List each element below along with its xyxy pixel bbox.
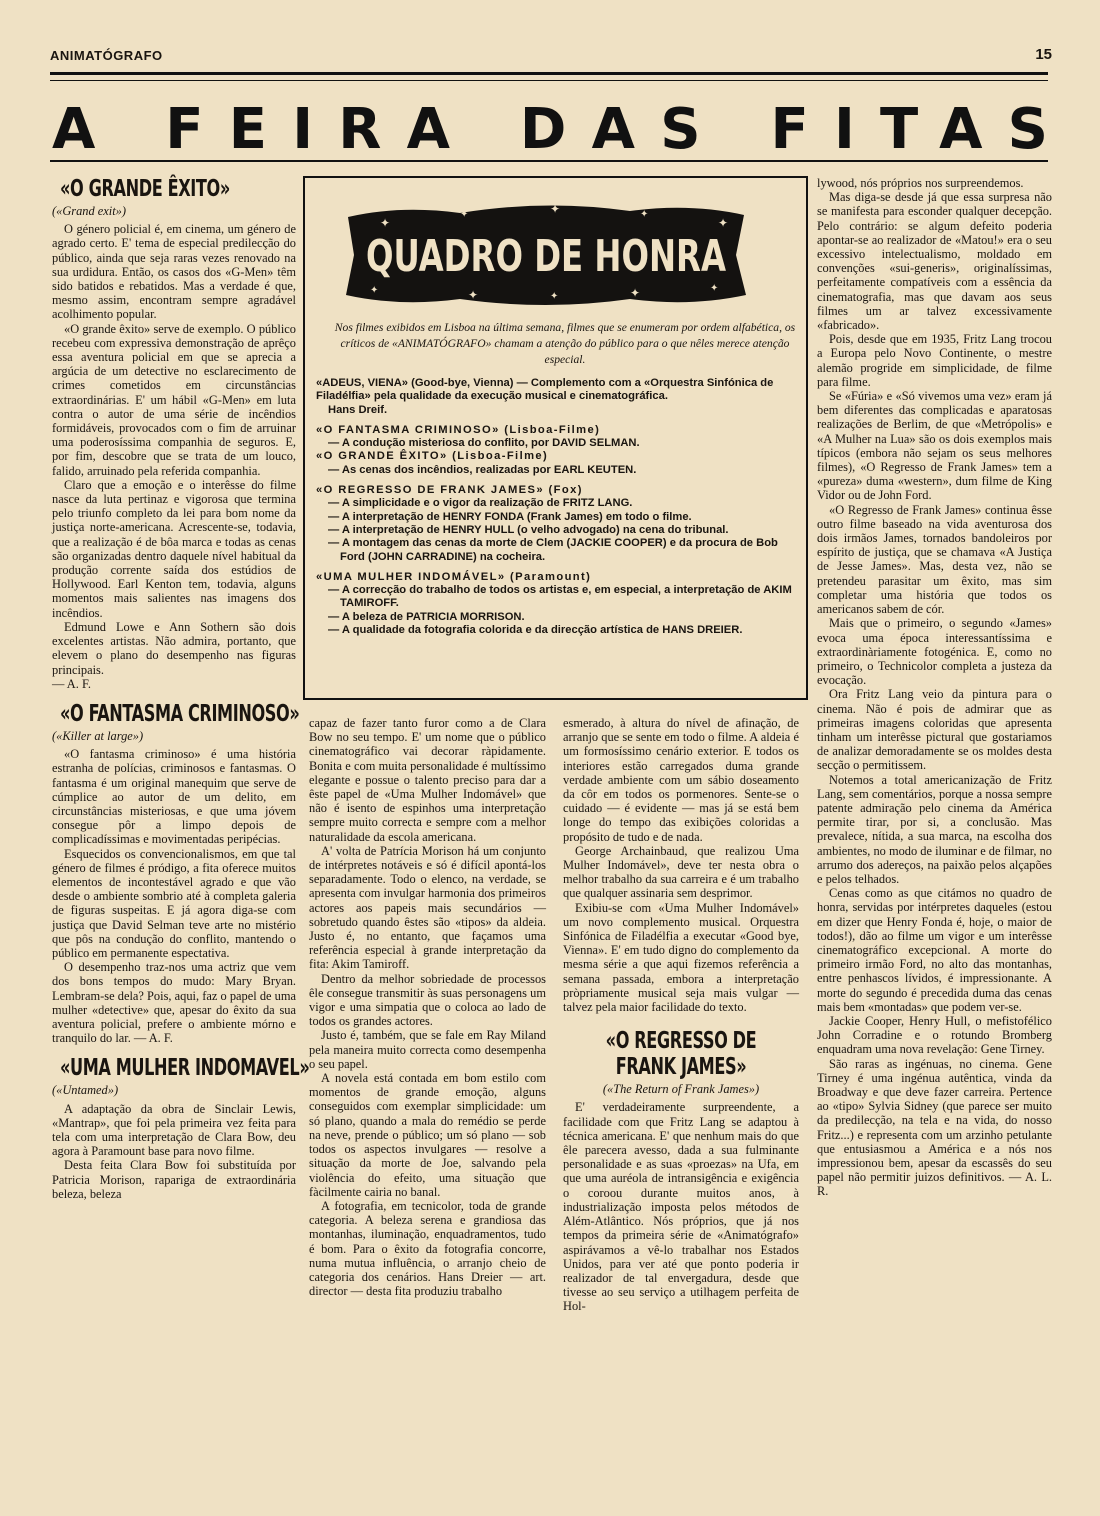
paragraph: Justo é, também, que se fale em Ray Miland pela maneira muito correcta como desempenha o seu papel. (309, 1028, 546, 1071)
masthead: ANIMATÓGRAFO (50, 48, 163, 63)
svg-text:✦: ✦ (370, 285, 379, 296)
svg-text:✦: ✦ (460, 209, 469, 220)
entry-item: — As cenas dos incêndios, realizadas por EARL KEUTEN. (328, 463, 637, 476)
paragraph: lywood, nós próprios nos surpreendemos. (817, 176, 1024, 190)
svg-text:✦: ✦ (380, 216, 391, 230)
paragraph: O género policial é, em cinema, um género de agrado certo. E' tema de especial predilecção do público, ainda que seja raras vezes renovado na sua urdidura. Então, os casos dos «G-Men» têm sido batidos e rebatidos. Mas a verdade é que, mesmo assim, encontram sempre agradável acolhimento popular. (52, 222, 296, 322)
paragraph: Ora Fritz Lang veio da pintura para o cinema. Não é pois de admirar que as primeiras imagens coloridas que apresenta tinham um interêsse pictural que gostariamos de analizar demoradamente se os moldes desta secção o permitissem. (817, 687, 1052, 773)
paragraph: capaz de fazer tanto furor como a de Clara Bow no seu tempo. E' um nome que o público cinematográfico vai decorar ràpidamente. Bonita e com muita personalidade é multíssimo elegante e possue o talento preciso para dar a êste papel de «Uma Mulher Indomável» que não é isento de espinhos uma interpretação sempre muito correcta e sempre com a melhor naturalidade da escola americana. (309, 716, 546, 844)
svg-text:✦: ✦ (550, 202, 561, 216)
quadro-entry (316, 377, 796, 417)
paragraph: «O grande êxito» serve de exemplo. O público recebeu com expressiva demonstração de aprêço essa aventura policial em que se aprecia a argúcia de um detective no esclarecimento de crimes cometidos em circunstâncias extraordinárias. E' um hábil «G-Men» em luta contra o autor de uma série de incêndios formidáveis, provocados com o fim de arruinar uma poderosíssima companhia de seguros. E, por fim, descobre que se trata de um louco, falido, arruinado pela referida companhia. (52, 321, 296, 478)
quadro-list (316, 377, 796, 644)
paragraph: São raras as ingénuas, no cinema. Gene Tirney é uma ingénua autêntica, vinda da Broadway e que deve fazer carreira. Pertence ao «tipo» Sylvia Sidney (que parece ser muito da predilecção, na tela e na vida, do nosso Fritz...) e representa com um arzinho petulante que entusiasmou a América e a nós nos impressionou bem, apesar da escassês do seu papel não permitir juizos definitivos. — A. L. R. (817, 1056, 1052, 1199)
entry-item: — A correcção do trabalho de todos os artistas e, em especial, a interpretação de AKIM TAMIROFF. (328, 584, 792, 610)
paragraph: George Archainbaud, que realizou Uma Mulher Indomável», deve ter nesta obra o melhor trabalho da sua carreira e é um trabalho que qualquer assinaria sem desprimor. (563, 843, 799, 901)
original-title: («Grand exit») (52, 204, 126, 218)
entry-item: — A montagem das cenas da morte de Clem (JACKIE COOPER) e da procura de Bob Ford (JOHN CARRADINE) na cocheira. (328, 537, 778, 563)
paragraph: Dentro da melhor sobriedade de processos êle consegue transmitir às suas personagens um vigor e uma simpatia que o coloca ao lado de todos os grandes actores. (309, 971, 546, 1029)
paragraph: Se «Fúria» e «Só vivemos uma vez» eram já bem diferentes das complicadas e aparatosas realizações de Berlim, de que «Metrópolis» e «A Mulher na Lua» são os dois exemplos mais típicos (embora não sejam os seus melhores filmes), «O Regresso de Frank James» tem a «pureza» duma «western», dum filme de King Vidor ou de John Ford. (817, 389, 1052, 503)
top-rule (50, 72, 1048, 75)
review-title-grande-exito: «O GRANDE ÊXITO» (60, 176, 230, 202)
paragraph: Jackie Cooper, Henry Hull, o mefistofélico John Corradine e o rotundo Bromberg enquadram uma nova revelação: Gene Tirney. (817, 1013, 1052, 1057)
quadro-entry (316, 450, 796, 477)
paragraph: A fotografia, em tecnicolor, toda de grande categoria. A beleza serena e grandiosa das montanhas, iluminação, enquadramentos, tudo é bom. Para o êxito da fotografia concorre, numa mutua influência, o arranjo cheio de categoria dos cenários. Hans Dreier — art. director — desta fita produziu trabalho (309, 1198, 546, 1299)
paragraph: Edmund Lowe e Ann Sothern são dois excelentes artistas. Não admira, portanto, que elevem o plano do desempenho nas figuras principais. (52, 619, 296, 677)
paragraph: Cenas como as que citámos no quadro de honra, servidas por intérpretes daqueles (estou em dizer que Henry Fonda é, hoje, o maior de todos!), dão ao filme um vigor e um interêsse cinematográfico excepcional. A morte do primeiro irmão Ford, no alto das montanhas, entre penhascos lívidos, é impressionante. A morte do segundo é precedida duma das cenas mais bem «montadas» que podem ver-se. (817, 886, 1052, 1014)
quadro-entry (316, 424, 796, 451)
section-title (50, 90, 1050, 162)
paragraph: A novela está contada em bom estilo com momentos de grande emoção, alguns conseguidos com exemplar simplicidade: um só plano, quando a mala do remédio se perde na neve, prende o público; um só plano — sob todos os aspectos invulgares — resolve a situação da morte de Joe, salvando pela violência do efeito, uma situação que fàcilmente cairia no banal. (309, 1071, 546, 1199)
entry-item: — A interpretação de HENRY HULL (o velho advogado) na cena do tribunal. (328, 523, 729, 536)
original-title: («Untamed») (52, 1083, 119, 1098)
column-4 (817, 176, 1052, 1199)
original-title: («Killer at large») (52, 728, 144, 743)
svg-text:✦: ✦ (630, 286, 641, 300)
paragraph: O desempenho traz-nos uma actriz que vem dos bons tempos do mudo: Mary Bryan. Lembram-se dela? Pois, aqui, faz o papel de uma mulher «detective» que, apesar do êxito da sua aventura policial, prefere o ambiente mórno e tranquilo do lar. — A. F. (52, 960, 296, 1046)
title-rule (50, 160, 1048, 162)
entry-item: — A interpretação de HENRY FONDA (Frank James) em todo o filme. (328, 510, 692, 523)
entry-credit: Hans Dreif. (328, 403, 388, 416)
entry-title: «UMA MULHER INDOMÁVEL» (Paramount) (316, 570, 592, 583)
paragraph: Esquecidos os convencionalismos, em que tal género de filmes é pródigo, a fita oferece muitos elementos de incontestável agrado e que vão desde o ambiente sombrio até à completa galeria de figuras suspeitas. E já agora diga-se com justiça que David Selman teve arte no mistério que pôs na condução do conflito, mantendo o público em permanente espectativa. (52, 846, 296, 960)
paragraph: Claro que a emoção e o interêsse do filme nasce da luta pertinaz e vigorosa que termina pelo triunfo completo da lei para bom nome da justiça norte-americana. Acrescente-se, todavia, que a realização é de bôa marca e todas as cenas são organizadas dentro daquele nível habitual da produção corrente saída dos estúdios de Hollywood. Earl Kenton tem, todavia, alguns momentos mais salientes nas imagens dos incêndios. (52, 477, 296, 620)
paragraph: Exibiu-se com «Uma Mulher Indomável» um novo complemento musical. Orquestra Sinfónica de Filadélfia a executar «Good bye, Vienna». E' em tudo digno do complemento da mesma série a que aqui fizemos referência a semana passada, embora a interpretação pròpriamente musical seja mais vulgar — talvez pela maior facilidade do texto. (563, 900, 799, 1015)
paragraph: Notemos a total americanização de Fritz Lang, sem comentários, porque a nossa sempre patente admiração pelo cinema da América permite tirar, por si, a conclusão. Mas prevalece, nítida, a sua marca, na escolha dos ambientes, no modo de iluminar e de filmar, no arrumo dos adereços, na paixão pelos alçapões e pelos telhados. (817, 772, 1052, 886)
review-title-fantasma: «O FANTASMA CRIMINOSO» (60, 700, 300, 727)
paragraph: A' volta de Patrícia Morison há um conjunto de intérpretes notáveis e só é difícil apontá-los separadamente. Todo o elenco, na verdade, se apresenta com invulgar harmonia dos primeiros actores aos papeis mais secundários — sobretudo quando êstes são «tipos» da aldeia. Justo é, no entanto, que façamos uma referência especial à grande interpretação da fita: Akim Tamiroff. (309, 843, 546, 972)
signature: — A. F. (52, 676, 91, 691)
quadro-de-honra-banner (340, 195, 752, 313)
paragraph: esmerado, à altura do nível de afinação, de arranjo que se sente em todo o filme. A aldeia é um formosíssimo cenário exterior. E todos os interiores estão carregados duma grande verdade ambiente com um sábio doseamento da côr em todos os pormenores. Sente-se o cuidado — é evidente — mas já se está bem longe do tempo das exibições coloridas a propósito de tudo e de nada. (563, 716, 799, 844)
paragraph: «O fantasma criminoso» é uma história estranha de polícias, criminosos e fantasmas. O fantasma é um original manequim que serve de cúmplice ao autor de um delito, em circunstâncias misteriosas, e que uma jóvem consegue pôr a limpo depois de complicadíssimas e movimentadas peripécias. (52, 747, 296, 847)
column-1 (52, 176, 310, 1201)
quadro-intro: Nos filmes exibidos em Lisboa na última semana, filmes que se enumeram por ordem alfabética, os críticos de «ANIMATÓGRAFO» chamam a atenção do público para o que nêles merece atenção especial. (334, 321, 796, 366)
entry-title: «O GRANDE ÊXITO» (Lisboa-Filme) (316, 450, 549, 463)
entry-title: «ADEUS, VIENA» (Good-bye, Vienna) — Complemento com a «Orquestra Sinfónica de Filadélfia» pela qualidade da execução musical e cinematográfica. (316, 377, 774, 403)
entry-item: — A qualidade da fotografia colorida e da direcção artística de HANS DREIER. (328, 624, 743, 637)
paragraph: Desta feita Clara Bow foi substituída por Patricia Morison, rapariga de extraordinária beleza, beleza (52, 1158, 296, 1201)
entry-item: — A condução misteriosa do conflito, por DAVID SELMAN. (328, 437, 640, 450)
svg-text:✦: ✦ (718, 216, 729, 230)
review-header-regresso (563, 1028, 799, 1096)
section-title-text: A FEIRA DAS FITAS (52, 97, 1048, 162)
review-title-regresso: «O REGRESSO DE FRANK JAMES» (605, 1028, 757, 1081)
paragraph: «O Regresso de Frank James» continua êsse outro filme baseado na vida aventurosa dos dois irmãos James, tornados bandoleiros por espírito de justiça, que se chamava «A Justiça de Jesse James». Mas, desta vez, não se pretendeu parasitar um êxito, mas sim completar uma história que todos os americanos sabem de cór. (817, 502, 1052, 617)
entry-item: — A beleza de PATRICIA MORRISON. (328, 610, 525, 623)
page-number: 15 (1035, 46, 1052, 63)
paragraph: Mais que o primeiro, o segundo «James» evoca uma época interessantíssima e extraordinàriamente fotogénica. E, como no primeiro, o Technicolor completa a justeza da evocação. (817, 616, 1052, 688)
svg-text:✦: ✦ (550, 291, 559, 302)
top-rule-thin (50, 80, 1048, 81)
svg-text:✦: ✦ (710, 283, 719, 294)
entry-title: «O FANTASMA CRIMINOSO» (Lisboa-Filme) (316, 423, 601, 436)
svg-text:✦: ✦ (468, 288, 479, 302)
column-2 (309, 716, 546, 1298)
paragraph: A adaptação da obra de Sinclair Lewis, «Mantrap», que foi pela primeira vez feita para tela com uma interpretação de Clara Bow, deu agora à Paramount base para novo filme. (52, 1101, 296, 1159)
paragraph: Pois, desde que em 1935, Fritz Lang trocou a Europa pelo Novo Continente, o mestre alemão progride em simplicidade, de filme para filme. (817, 332, 1052, 389)
svg-text:✦: ✦ (640, 209, 649, 220)
quadro-entry (316, 571, 796, 637)
paragraph: Mas diga-se desde já que essa surpresa não se manifesta para esconder qualquer decepção. Pelo contrário: se algum defeito poderia apontar-se ao realizador de «Matou!» era o seu excessivo intelectualismo, moldado em convenções «sui-generis», originalíssimas, perfeitamente compatíveis com a essência da cinematografia, mas que davam aos seus filmes um ar talvez excessivamente «fabricado». (817, 190, 1052, 333)
banner-title: QUADRO DE HONRA (366, 231, 727, 282)
original-title: («The Return of Frank James») (602, 1082, 760, 1097)
review-title-mulher: «UMA MULHER INDOMAVEL» (60, 1055, 310, 1082)
column-3 (563, 716, 799, 1314)
quadro-entry (316, 484, 796, 564)
entry-title: «O REGRESSO DE FRANK JAMES» (Fox) (316, 484, 583, 497)
entry-item: — A simplicidade e o vigor da realização de FRITZ LANG. (328, 497, 633, 510)
paragraph: E' verdadeiramente surpreendente, a facilidade com que Fritz Lang se adaptou à técnica americana. E' que nenhum mais do que êle parecera avesso, dada a sua fulminante personalidade e as suas «proezas» na Ufa, em que uma auréola de intransigência e exigência o coroou durante muitos anos, à industrialização imposta pelos métodos de Além-Atlântico. Nós próprios, que já nos tempos da primeira série de «Animatógrafo» aspirávamos a vê-lo trabalhar nos Estados Unidos, para ver até que ponto poderia ir realizador de tal envergadura, desde que tivesse ao seu serviço a utilhagem perfeita de Hol- (563, 1100, 799, 1314)
